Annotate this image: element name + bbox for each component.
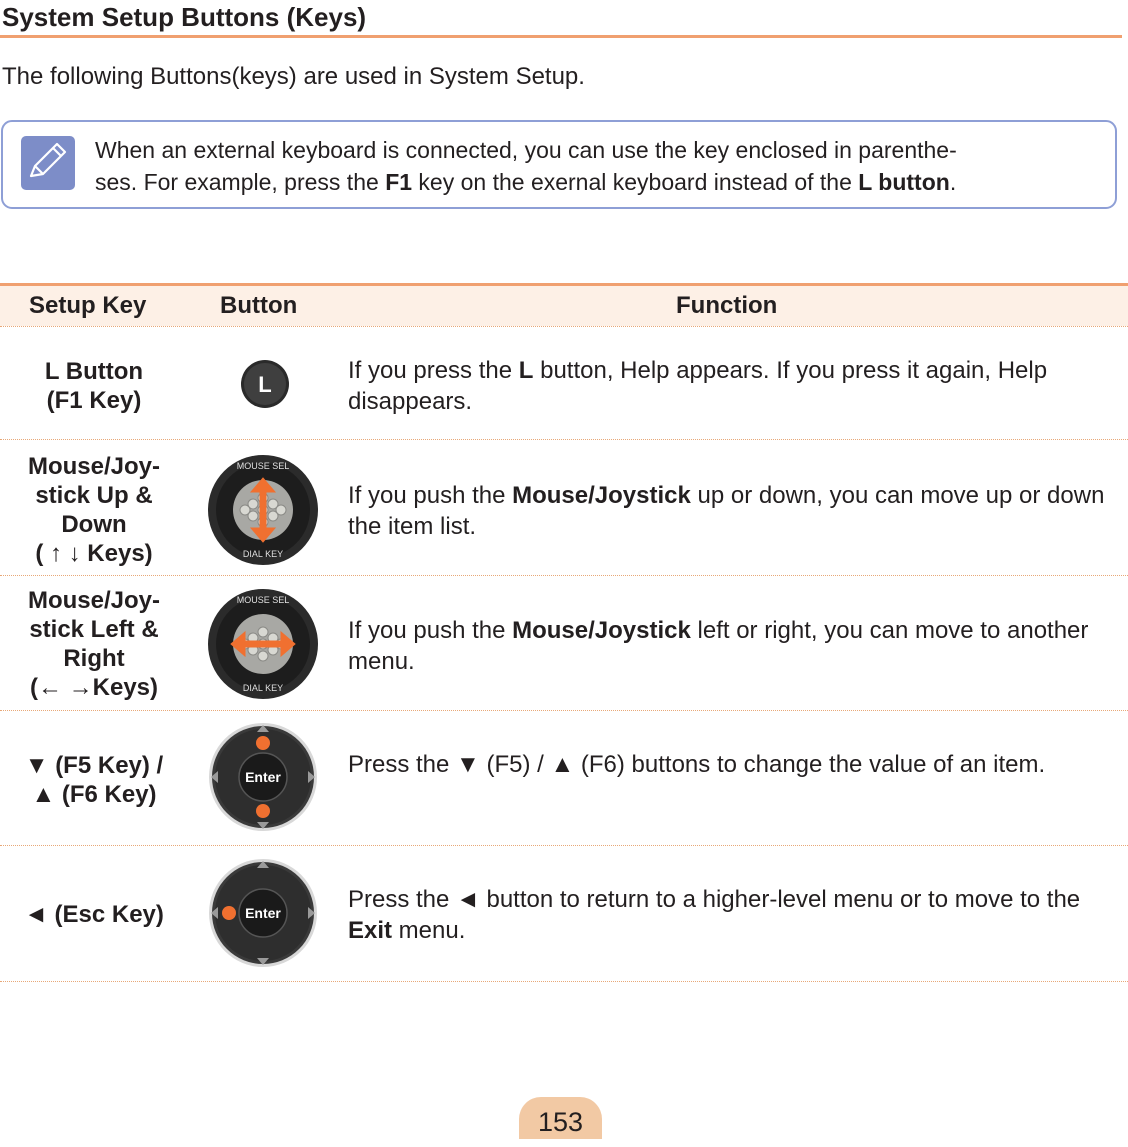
pencil-note-icon	[21, 136, 75, 190]
enter-pad-left-icon	[208, 858, 318, 973]
setup-key-line: ▲ (F6 Key)	[31, 781, 157, 808]
function-bold-text: Exit	[348, 917, 393, 944]
function-cell	[348, 615, 1108, 677]
header-setup-key: Setup Key	[29, 292, 147, 319]
note-line-2: ses. For example, press the F1 key on the exernal keyboard instead of the L button.	[95, 169, 957, 195]
function-bold-text: L	[518, 357, 534, 384]
header-function: Function	[676, 292, 778, 319]
setup-key-cell	[8, 586, 180, 702]
function-text: If you push the	[348, 482, 513, 509]
title-rule	[0, 35, 1122, 38]
row-divider	[0, 439, 1128, 440]
row-divider	[0, 575, 1128, 576]
enter-label: Enter	[245, 905, 281, 921]
function-text: left or right, you can move to another menu.	[348, 617, 1089, 675]
dial-key-label: DIAL KEY	[242, 549, 284, 559]
l-button-icon	[240, 359, 290, 414]
function-text: Press the ▼ (F5) / ▲ (F6) buttons to change the value of an item.	[348, 751, 1046, 778]
setup-key-line: L Button	[44, 358, 144, 385]
enter-pad-up-down-icon	[208, 722, 318, 837]
setup-key-cell	[8, 357, 180, 415]
dial-key-label: DIAL KEY	[242, 683, 284, 693]
l-button-label: L	[258, 372, 272, 397]
note-box	[1, 120, 1117, 209]
row-divider	[0, 326, 1128, 327]
function-text: If you press the	[348, 357, 519, 384]
function-cell	[348, 355, 1108, 417]
note-text	[95, 134, 1109, 198]
setup-key-line: Down	[61, 511, 127, 538]
setup-key-line: ▼ (F5 Key) /	[24, 752, 164, 779]
row-divider	[0, 981, 1128, 982]
function-bold-text: Mouse/Joystick	[512, 617, 691, 644]
function-cell	[348, 749, 1108, 780]
row-divider	[0, 710, 1128, 711]
setup-key-line: ◄ (Esc Key)	[24, 901, 164, 928]
intro-text: The following Buttons(keys) are used in System Setup.	[2, 63, 585, 90]
row-divider	[0, 845, 1128, 846]
function-text: up or down, you can move up or down the item list.	[348, 482, 1105, 540]
enter-label: Enter	[245, 769, 281, 785]
function-text: If you push the	[348, 617, 513, 644]
setup-key-line: Mouse/Joy-	[27, 587, 161, 614]
setup-key-cell	[8, 900, 180, 929]
setup-key-line: (← →Keys)	[29, 674, 159, 701]
setup-key-cell	[8, 452, 180, 568]
setup-key-line: stick Left &	[29, 616, 159, 643]
mouse-sel-label: MOUSE SEL	[236, 461, 290, 471]
table-header	[0, 286, 1128, 326]
setup-key-line: ( ↑ ↓ Keys)	[35, 540, 153, 567]
page-title: System Setup Buttons (Keys)	[2, 2, 367, 32]
function-text: menu.	[392, 917, 466, 944]
joystick-left-right-icon	[207, 588, 319, 705]
function-text: button, Help appears. If you press it again, Help disappears.	[348, 357, 1048, 415]
function-cell	[348, 884, 1108, 946]
function-cell	[348, 480, 1108, 542]
header-button: Button	[220, 292, 298, 319]
setup-key-line: Right	[63, 645, 125, 672]
function-bold-text: Mouse/Joystick	[512, 482, 691, 509]
setup-key-line: stick Up &	[35, 482, 153, 509]
page-number: 153	[519, 1097, 602, 1139]
setup-key-line: (F1 Key)	[46, 387, 142, 414]
setup-key-cell	[8, 751, 180, 809]
mouse-sel-label: MOUSE SEL	[236, 595, 290, 605]
setup-key-line: Mouse/Joy-	[27, 453, 161, 480]
note-line-1: When an external keyboard is connected, you can use the key enclosed in parenthe-	[95, 137, 957, 163]
function-text: Press the ◄ button to return to a higher-level menu or to move to the	[348, 886, 1081, 913]
joystick-up-down-icon	[207, 454, 319, 571]
